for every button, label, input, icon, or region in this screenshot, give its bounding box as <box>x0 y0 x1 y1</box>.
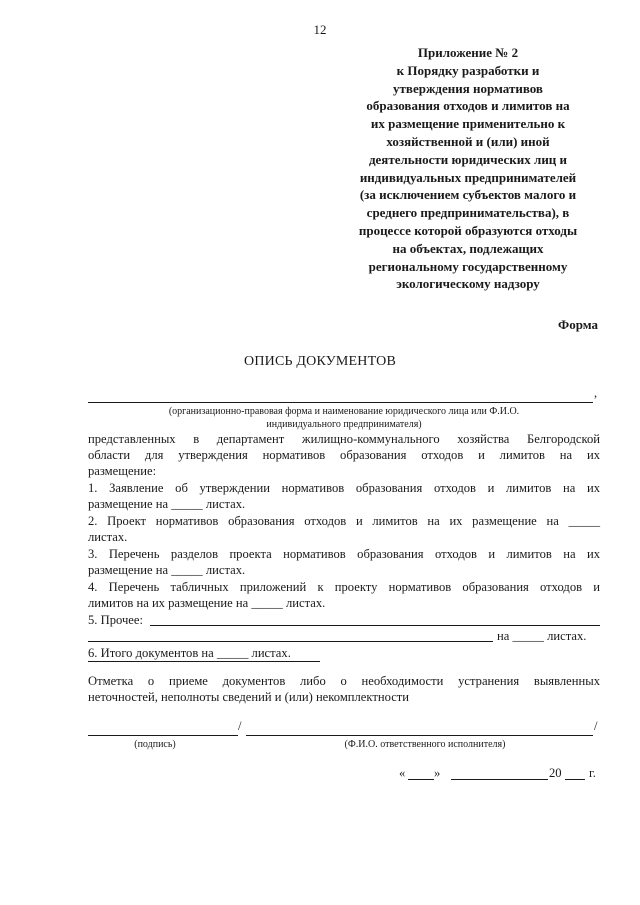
form-label: Форма <box>558 317 598 332</box>
organization-fill-line[interactable] <box>88 402 593 403</box>
appendix-line: экологическому надзору <box>396 276 540 292</box>
intro-line: представленных в департамент жилищно-коммунального хозяйства Белгородской <box>88 432 600 446</box>
intro-line: области для утверждения нормативов образования отходов и лимитов на их <box>88 448 600 462</box>
signature-slash: / <box>238 719 242 733</box>
item-tables-list-sheets: лимитов на их размещение на _____ листах. <box>88 596 326 610</box>
appendix-line: их размещение применительно к <box>370 116 566 132</box>
appendix-heading <box>318 44 618 293</box>
organization-comma: , <box>594 386 598 400</box>
appendix-line: деятельности юридических лиц и <box>368 151 568 167</box>
appendix-line: утверждения нормативов <box>393 80 543 96</box>
date-year-suffix: г. <box>589 766 596 780</box>
item-project-sheets: листах. <box>88 530 128 544</box>
intro-line: размещение: <box>88 464 157 478</box>
executor-slash: / <box>594 719 598 733</box>
item-sections-list-sheets: размещение на _____ листах. <box>88 563 246 577</box>
appendix-line: Приложение № 2 <box>417 45 519 60</box>
date-month-field[interactable] <box>451 779 548 780</box>
total-underline <box>88 661 320 662</box>
appendix-line: индивидуальных предпринимателей <box>359 169 577 185</box>
appendix-line: (за исключением субъектов малого и <box>359 187 577 203</box>
date-close-quote: » <box>434 766 441 780</box>
item-sections-list: 3. Перечень разделов проекта нормативов образования отходов и лимитов на их <box>88 547 600 561</box>
appendix-line: образования отходов и лимитов на <box>366 98 570 114</box>
appendix-line: к Порядку разработки и <box>396 62 540 78</box>
item-project: 2. Проект нормативов образования отходов и лимитов на их размещение на _____ <box>88 514 600 528</box>
executor-fill-line[interactable] <box>246 735 593 736</box>
item-application-sheets: размещение на _____ листах. <box>88 497 246 511</box>
signature-fill-line[interactable] <box>88 735 238 736</box>
acceptance-note: Отметка о приеме документов либо о необходимости устранения выявленных <box>88 674 600 688</box>
date-year-prefix: 20 <box>549 766 562 780</box>
appendix-line: процессе которой образуются отходы <box>358 222 578 238</box>
item-total: 6. Итого документов на _____ листах. <box>88 646 291 660</box>
organization-caption-line1: (организационно-правовая форма и наименование юридического лица или Ф.И.О. <box>168 406 520 417</box>
appendix-line: хозяйственной и (или) иной <box>386 133 550 149</box>
item-other-label: 5. Прочее: <box>88 613 143 627</box>
signature-caption: (подпись) <box>134 739 176 750</box>
other-fill-line-2[interactable] <box>88 641 493 642</box>
item-other-sheets: на _____ листах. <box>497 629 587 643</box>
executor-caption: (Ф.И.О. ответственного исполнителя) <box>344 739 506 750</box>
date-year-field[interactable] <box>565 779 585 780</box>
page-number: 12 <box>313 22 327 37</box>
appendix-line: среднего предпринимательства), в <box>366 205 570 221</box>
other-fill-line[interactable] <box>150 625 600 626</box>
date-open-quote: « <box>399 766 406 780</box>
acceptance-note-line2: неточностей, неполноты сведений и (или) некомплектности <box>88 690 410 704</box>
organization-caption-line2: индивидуального предпринимателя) <box>266 419 422 430</box>
item-application: 1. Заявление об утверждении нормативов образования отходов и лимитов на их <box>88 481 600 495</box>
document-title: ОПИСЬ ДОКУМЕНТОВ <box>244 354 396 369</box>
item-tables-list: 4. Перечень табличных приложений к проекту нормативов образования отходов и <box>88 580 600 594</box>
date-day-field[interactable] <box>408 779 434 780</box>
appendix-line: региональному государственному <box>368 258 568 274</box>
appendix-line: на объектах, подлежащих <box>392 240 544 256</box>
